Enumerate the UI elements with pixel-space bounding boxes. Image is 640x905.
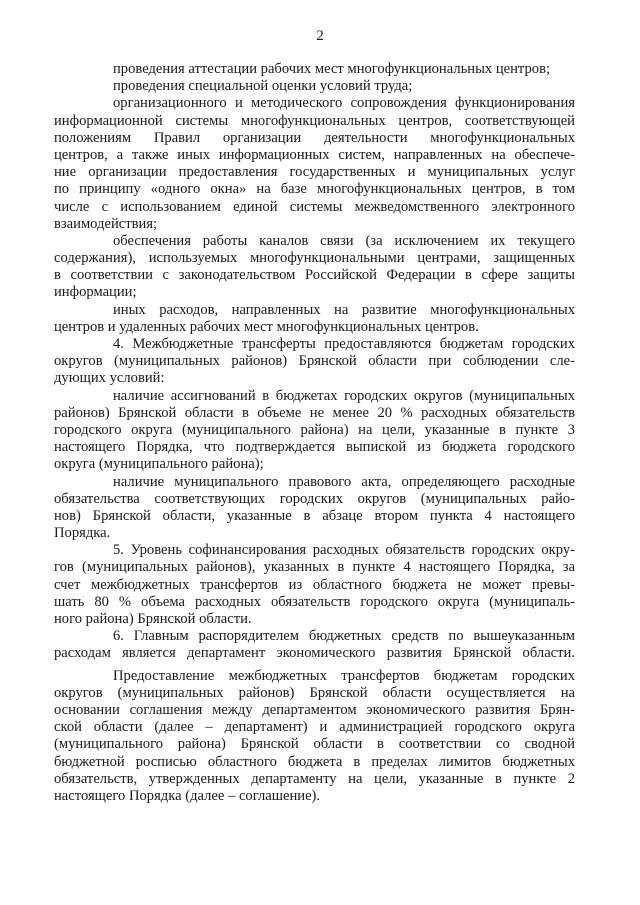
text-line: (муниципального района) Брянской области в соответствии со сводной (54, 736, 575, 753)
text-line: взаимодействия; (54, 215, 158, 232)
text-line: шать 80 % объема расходных обязательств городского округа (муниципаль- (54, 593, 575, 610)
text-line: наличие муниципального правового акта, определяющего расходные (113, 473, 575, 490)
text-line: проведения специальной оценки условий труда; (113, 78, 413, 95)
text-line: дующих условий: (54, 370, 165, 387)
text-line: наличие ассигнований в бюджетах городских округов (муниципальных (113, 387, 575, 404)
text-line: округов (муниципальных районов) Брянской области при соблюдении сле- (54, 353, 575, 370)
text-line: 5. Уровень софинансирования расходных обязательств городских окру- (113, 542, 575, 559)
text-line: 4. Межбюджетные трансферты предоставляются бюджетам городских (113, 336, 575, 352)
text-line: расходам является департамент экономического развития Брянской области. (54, 645, 575, 662)
text-line: гов (муниципальных районов), указанных в пункте 4 настоящего Порядка, за (54, 559, 575, 576)
text-line: городского округа (муниципального района) на цели, указанные в пункте 3 (54, 421, 575, 438)
text-line: иных расходов, направленных на развитие многофункциональных (113, 301, 575, 318)
text-line: центров и удаленных рабочих мест многофункциональных центров. (54, 318, 479, 335)
text-line: в соответствии с законодательством Российской Федерации в сфере защиты (54, 267, 575, 284)
text-line: основании соглашения между департаментом экономического развития Брян- (54, 701, 575, 718)
text-line: проведения аттестации рабочих мест многофункциональных центров; (113, 61, 551, 77)
text-line: организационного и методического сопровождения функционирования (113, 95, 575, 112)
text-line: числе с использованием единой системы межведомственного электронного (54, 198, 575, 215)
text-line: округов (муниципальных районов) Брянской области осуществляется на (54, 684, 575, 701)
body-text (54, 61, 575, 805)
text-line: обязательства соответствующих городских округов (муниципальных райо- (54, 490, 575, 507)
text-line: настоящего Порядка (далее – соглашение). (54, 787, 321, 804)
text-line: бюджетной росписью областного бюджета в пределах лимитов бюджетных (54, 753, 575, 770)
text-line: по принципу «одного окна» на базе многофункциональных центров, в том (54, 181, 575, 198)
page-number: 2 (316, 28, 324, 44)
text-line: обеспечения работы каналов связи (за исключением их текущего (113, 232, 575, 249)
text-line: обязательств, утвержденных департаменту на цели, указанные в пункте 2 (54, 770, 575, 787)
text-line: районов) Брянской области в объеме не менее 20 % расходных обязательств (54, 404, 575, 421)
text-line: центров, а также иных информационных систем, направленных на обеспече- (54, 146, 575, 163)
text-line: настоящего Порядка, что подтверждается выпиской из бюджета городского (54, 439, 575, 456)
text-line: положениям Правил организации деятельности многофункциональных (54, 129, 575, 146)
text-line: ного района) Брянской области. (54, 611, 252, 627)
text-line: Предоставление межбюджетных трансфертов бюджетам городских (113, 667, 575, 684)
text-line: информационной системы многофункциональных центров, соответствующей (54, 112, 575, 129)
text-line: 6. Главным распорядителем бюджетных средств по вышеуказанным (113, 628, 575, 645)
text-line: счет межбюджетных трансфертов из областного бюджета не может превы- (54, 576, 575, 593)
text-line: информации; (54, 284, 137, 301)
text-line: ской области (далее – департамент) и администрацией городского округа (54, 719, 575, 736)
text-line: ние организации предоставления государственных и муниципальных услуг (54, 164, 575, 181)
text-line: нов) Брянской области, указанные в абзаце втором пункта 4 настоящего (54, 507, 575, 524)
text-line: Порядка. (54, 525, 111, 542)
text-line: содержания), используемых многофункциональными центрами, защищенных (54, 250, 575, 267)
text-line: округа (муниципального района); (54, 456, 264, 473)
